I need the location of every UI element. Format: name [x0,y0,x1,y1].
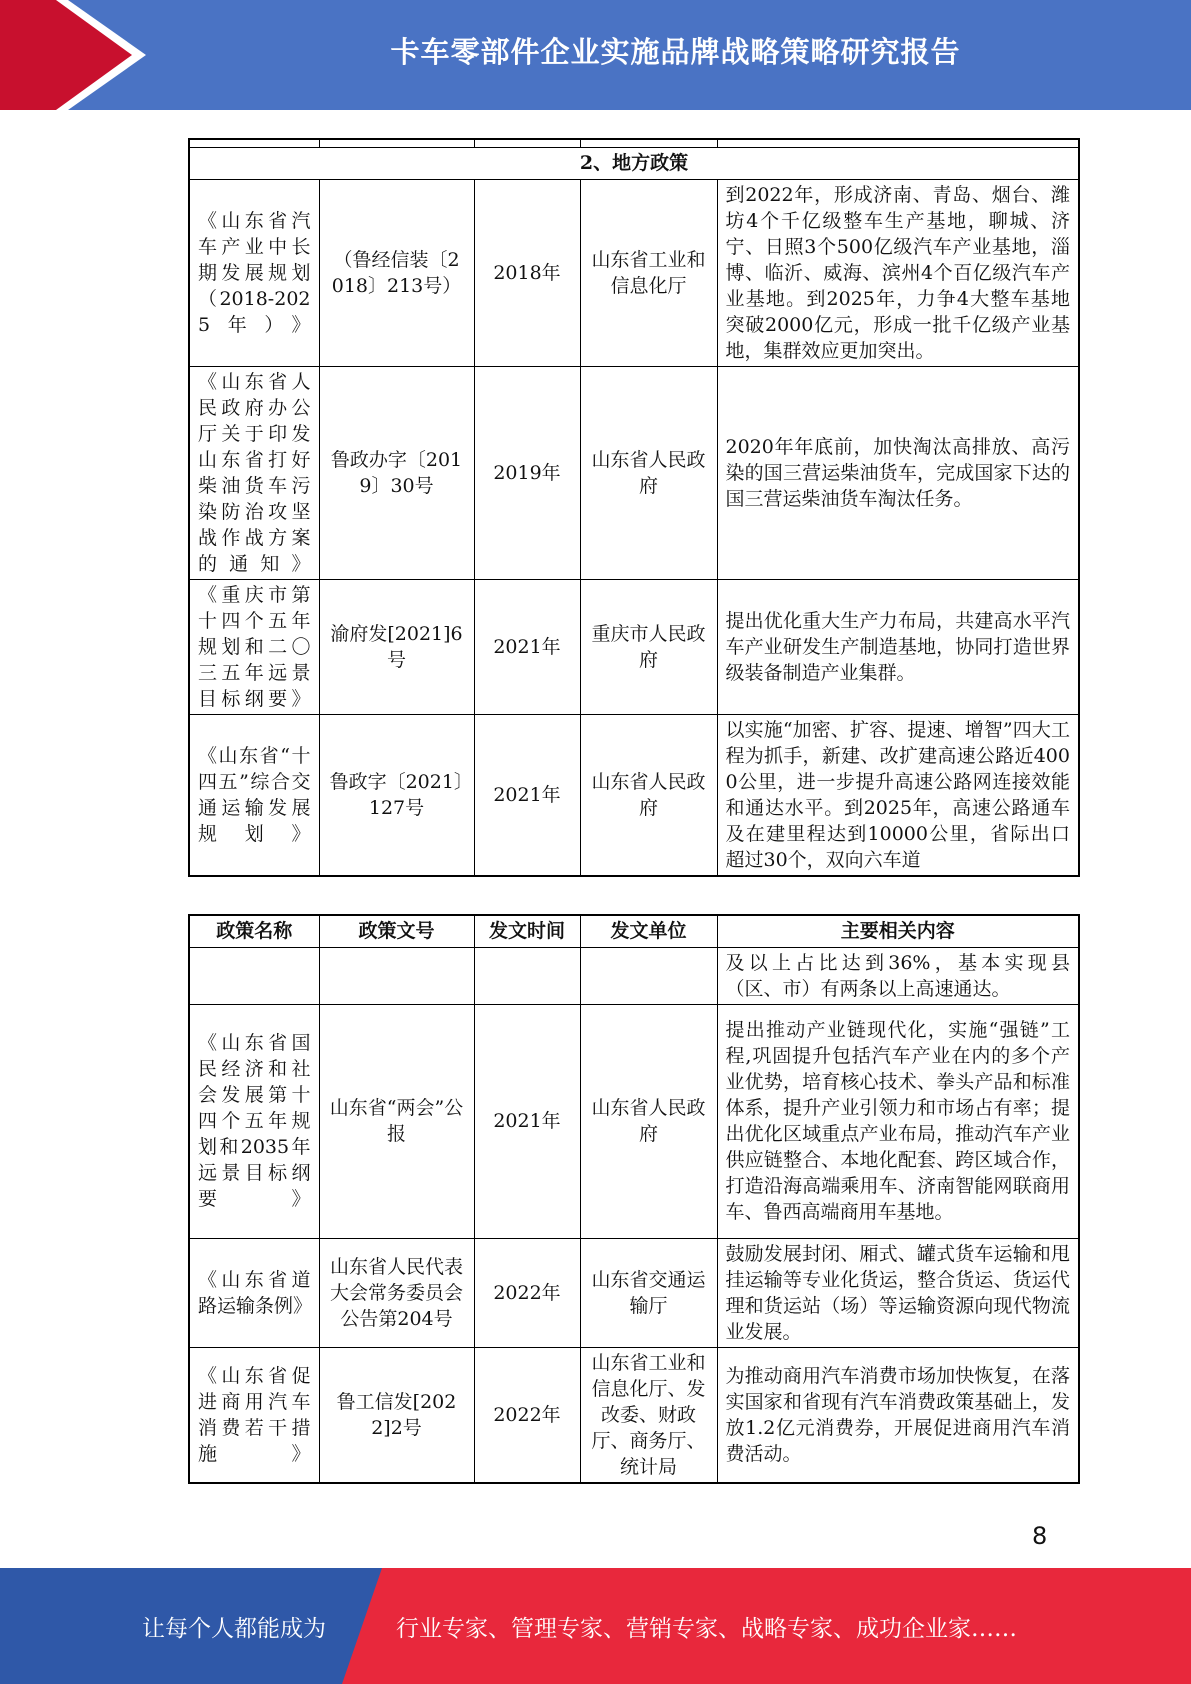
column-header: 政策文号 [319,915,474,947]
policy-name: 《山东省“十四五”综合交通运输发展规划》 [189,714,319,876]
report-title: 卡车零部件企业实施品牌战略策略研究报告 [390,34,961,69]
policy-date: 2018年 [474,179,580,366]
policy-name: 《山东省道路运输条例》 [189,1238,319,1347]
policy-doc-number: 山东省“两会”公报 [319,1004,474,1238]
policy-doc-number: 渝府发[2021]6号 [319,579,474,714]
column-header: 政策名称 [189,915,319,947]
policy-date: 2021年 [474,579,580,714]
table-row [189,1347,1079,1483]
table-row [189,179,1079,366]
policy-content: 2020年年底前，加快淘汰高排放、高污染的国三营运柴油货车，完成国家下达的国三营运柴油货车淘汰任务。 [717,366,1079,579]
column-header: 主要相关内容 [717,915,1079,947]
policy-issuer: 山东省工业和信息化厅 [580,179,717,366]
column-header: 发文单位 [580,915,717,947]
policy-issuer: 山东省交通运输厅 [580,1238,717,1347]
policy-issuer: 山东省人民政府 [580,366,717,579]
table-row [189,366,1079,579]
section-title: 2、地方政策 [189,147,1079,179]
column-header: 发文时间 [474,915,580,947]
table-row [189,579,1079,714]
section-row [189,147,1079,179]
page-footer [0,1568,1191,1684]
policy-date: 2021年 [474,1004,580,1238]
policy-doc-number: 鲁政字〔2021〕127号 [319,714,474,876]
policy-name: 《山东省促进商用汽车消费若干措施》 [189,1347,319,1483]
policy-table-local [188,138,1080,877]
policy-content: 提出推动产业链现代化，实施“强链”工程,巩固提升包括汽车产业在内的多个产业优势，培育核心技术、拳头产品和标准体系，提升产业引领力和市场占有率；提出优化区域重点产业布局，推动汽车产业供应链整合、本地化配套、跨区域合作，打造沿海高端乘用车、济南智能网联商用车、鲁西高端商用车基地。 [717,1004,1079,1238]
policy-date: 2021年 [474,714,580,876]
policy-date: 2022年 [474,1347,580,1483]
policy-content: 鼓励发展封闭、厢式、罐式货车运输和甩挂运输等专业化货运，整合货运、货运代理和货运站（场）等运输资源向现代物流业发展。 [717,1238,1079,1347]
policy-table-continued [188,914,1080,1484]
policy-doc-number: （鲁经信装〔2018〕213号） [319,179,474,366]
policy-issuer: 山东省工业和信息化厅、发改委、财政厅、商务厅、统计局 [580,1347,717,1483]
policy-name: 《山东省国民经济和社会发展第十四个五年规划和2035年远景目标纲要》 [189,1004,319,1238]
policy-content: 为推动商用汽车消费市场加快恢复，在落实国家和省现有汽车消费政策基础上，发放1.2亿元消费券，开展促进商用汽车消费活动。 [717,1347,1079,1483]
policy-content: 以实施“加密、扩容、提速、增智”四大工程为抓手，新建、改扩建高速公路近4000公里，进一步提升高速公路网连接效能和通达水平。到2025年，高速公路通车及在建里程达到10000公里，省际出口超过30个，双向六车道 [717,714,1079,876]
policy-date: 2019年 [474,366,580,579]
policy-doc-number: 鲁工信发[2022]2号 [319,1347,474,1483]
table-row-continued [189,947,1079,1004]
table-row [189,1238,1079,1347]
policy-date: 2022年 [474,1238,580,1347]
footer-slogan-right: 行业专家、管理专家、营销专家、战略专家、成功企业家…… [396,1615,1017,1642]
policy-name: 《重庆市第十四个五年规划和二〇三五年远景目标纲要》 [189,579,319,714]
table-row [189,1004,1079,1238]
page-number: 8 [1032,1522,1048,1550]
policy-content-continued: 及以上占比达到36%，基本实现县（区、市）有两条以上高速通达。 [717,947,1079,1004]
policy-issuer: 山东省人民政府 [580,714,717,876]
policy-issuer: 重庆市人民政府 [580,579,717,714]
table-header-row [189,915,1079,947]
policy-name: 《山东省人民政府办公厅关于印发山东省打好柴油货车污染防治攻坚战作战方案的通知》 [189,366,319,579]
policy-doc-number: 山东省人民代表大会常务委员会公告第204号 [319,1238,474,1347]
policy-name: 《山东省汽车产业中长期发展规划（2018-2025年）》 [189,179,319,366]
page-header [0,0,1191,110]
footer-slogan-left: 让每个人都能成为 [142,1615,326,1642]
policy-content: 提出优化重大生产力布局，共建高水平汽车产业研发生产制造基地，协同打造世界级装备制造产业集群。 [717,579,1079,714]
policy-issuer: 山东省人民政府 [580,1004,717,1238]
policy-doc-number: 鲁政办字〔2019〕30号 [319,366,474,579]
policy-content: 到2022年，形成济南、青岛、烟台、潍坊4个千亿级整车生产基地，聊城、济宁、日照3个500亿级汽车产业基地，淄博、临沂、威海、滨州4个百亿级汽车产业基地。到2025年，力争4大整车基地突破2000亿元，形成一批千亿级产业基地，集群效应更加突出。 [717,179,1079,366]
table-row [189,714,1079,876]
table-row-top-stub [189,139,1079,147]
